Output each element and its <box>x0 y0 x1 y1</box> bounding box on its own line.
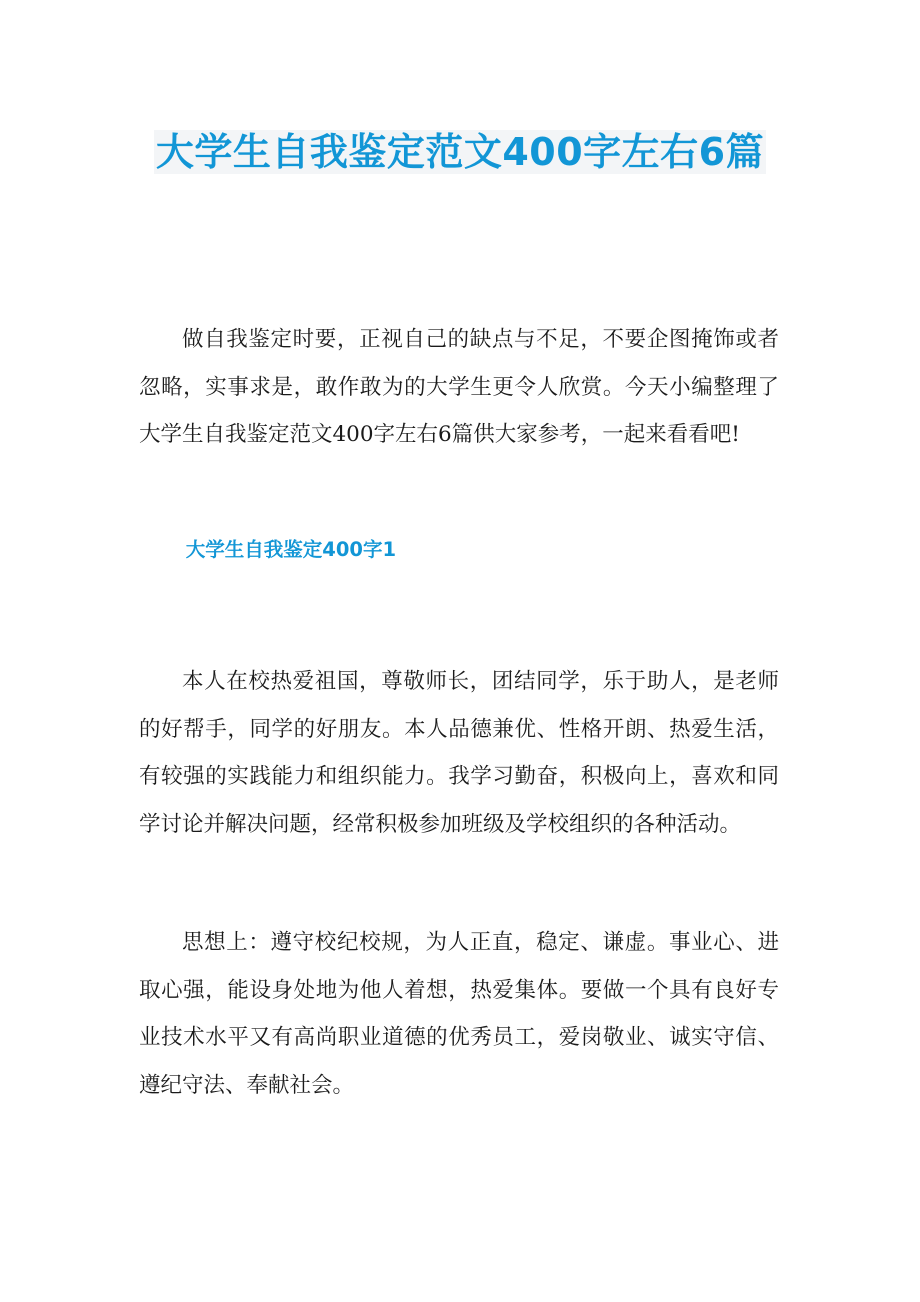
document-title <box>140 118 780 186</box>
intro-paragraph: 做自我鉴定时要，正视自己的缺点与不足，不要企图掩饰或者忽略，实事求是，敢作敢为的大学生更令人欣赏。今天小编整理了大学生自我鉴定范文400字左右6篇供大家参考，一起来看看吧! <box>139 327 779 447</box>
body-paragraph-2: 思想上：遵守校纪校规，为人正直，稳定、谦虚。事业心、进取心强，能设身处地为他人着想，热爱集体。要做一个具有良好专业技术水平又有高尚职业道德的优秀员工，爱岗敬业、诚实守信、遵纪守法、奉献社会。 <box>139 930 779 1098</box>
section-heading: 大学生自我鉴定400字1 <box>185 538 397 561</box>
document-title-text: 大学生自我鉴定范文400字左右6篇 <box>155 130 765 174</box>
body-paragraph-1: 本人在校热爱祖国，尊敬师长，团结同学，乐于助人，是老师的好帮手，同学的好朋友。本人品德兼优、性格开朗、热爱生活，有较强的实践能力和组织能力。我学习勤奋，积极向上，喜欢和同学讨论并解决问题，经常积极参加班级及学校组织的各种活动。 <box>139 669 779 837</box>
